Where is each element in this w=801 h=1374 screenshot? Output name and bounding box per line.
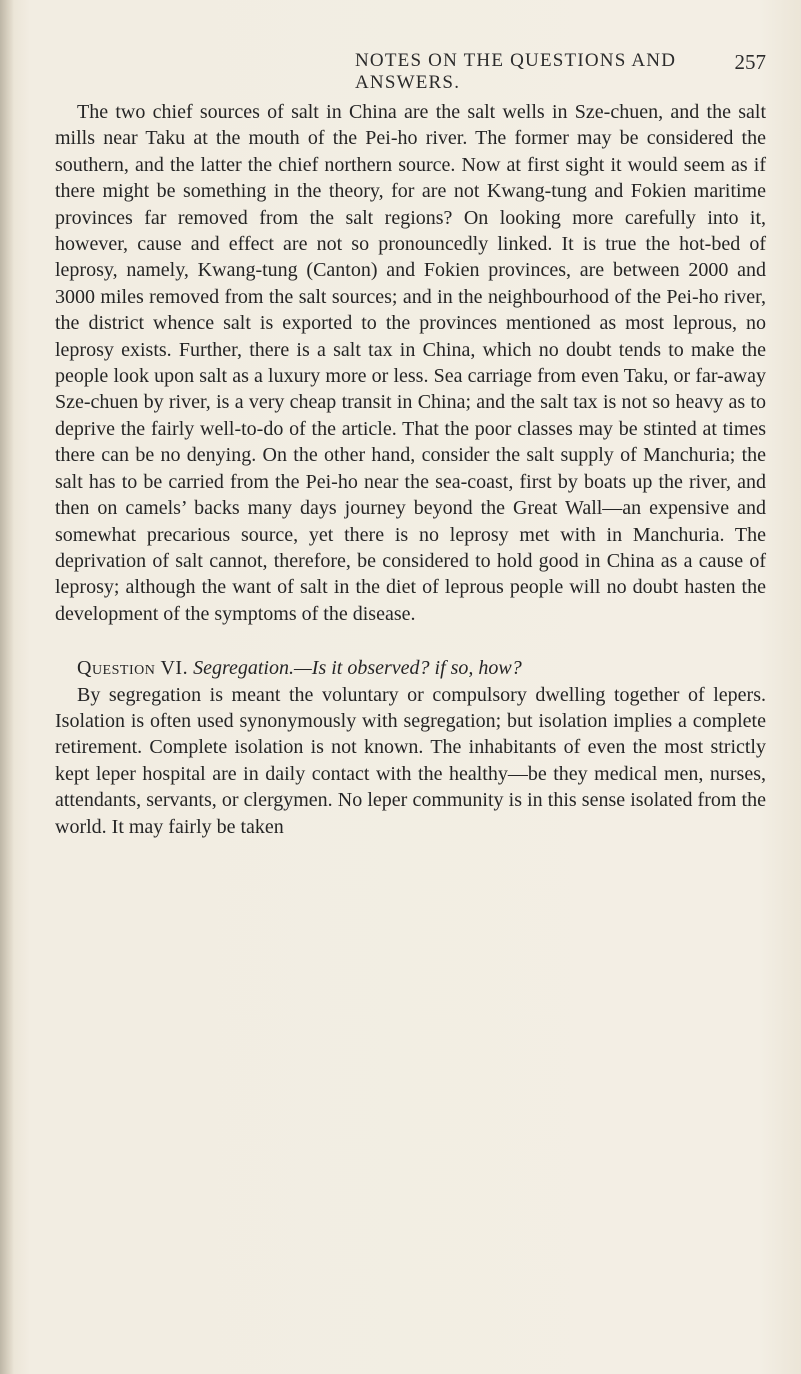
question-text: —Is it observed? if so, how? <box>294 657 522 680</box>
page-binding-shadow <box>0 0 14 1374</box>
question-title: Segregation. <box>193 657 294 680</box>
question-label: Question VI. <box>77 657 189 680</box>
page-header <box>55 50 766 93</box>
page-number: 257 <box>734 50 766 74</box>
running-head: NOTES ON THE QUESTIONS AND ANSWERS. <box>355 50 677 93</box>
body-text <box>55 99 766 840</box>
paragraph-salt-sources: The two chief sources of salt in China are the salt wells in Sze-chuen, and the salt mills near Taku at the mouth of the Pei-ho river. The former may be considered the southern, and the latter the chief northern source. Now at first sight it would seem as if there might be something in the theory, for are not Kwang-tung and Fokien maritime provinces far removed from the salt regions? On looking more carefully into it, however, cause and effect are not so pronouncedly linked. It is true the hot-bed of leprosy, namely, Kwang-tung (Canton) and Fokien provinces, are between 2000 and 3000 miles removed from the salt sources; and in the neighbourhood of the Pei-ho river, the district whence salt is exported to the provinces mentioned as most leprous, no leprosy exists. Further, there is a salt tax in China, which no doubt tends to make the people look upon salt as a luxury more or less. Sea carriage from even Taku, or far-away Sze-chuen by river, is a very cheap transit in China; and the salt tax is not so heavy as to deprive the fairly well-to-do of the article. That the poor classes may be stinted at times there can be no denying. On the other hand, consider the salt supply of Manchuria; the salt has to be carried from the Pei-ho near the sea-coast, first by boats up the river, and then on camels’ backs many days journey beyond the Great Wall—an expensive and somewhat precarious source, yet there is no leprosy met with in Manchuria. The deprivation of salt cannot, therefore, be considered to hold good in China as a cause of leprosy; although the want of salt in the diet of leprous people will no doubt hasten the development of the symptoms of the disease. <box>55 101 766 625</box>
paragraph-segregation: By segregation is meant the voluntary or compulsory dwelling together of lepers. Isolation is often used synonymously with segregation; but isolation implies a complete retirement. Complete isolation is not known. The inhabitants of even the most strictly kept leper hospital are in daily contact with the healthy—be they medical men, nurses, attendants, servants, or clergymen. No leper community is in this sense isolated from the world. It may fairly be taken <box>55 683 766 838</box>
question-heading <box>55 655 766 681</box>
